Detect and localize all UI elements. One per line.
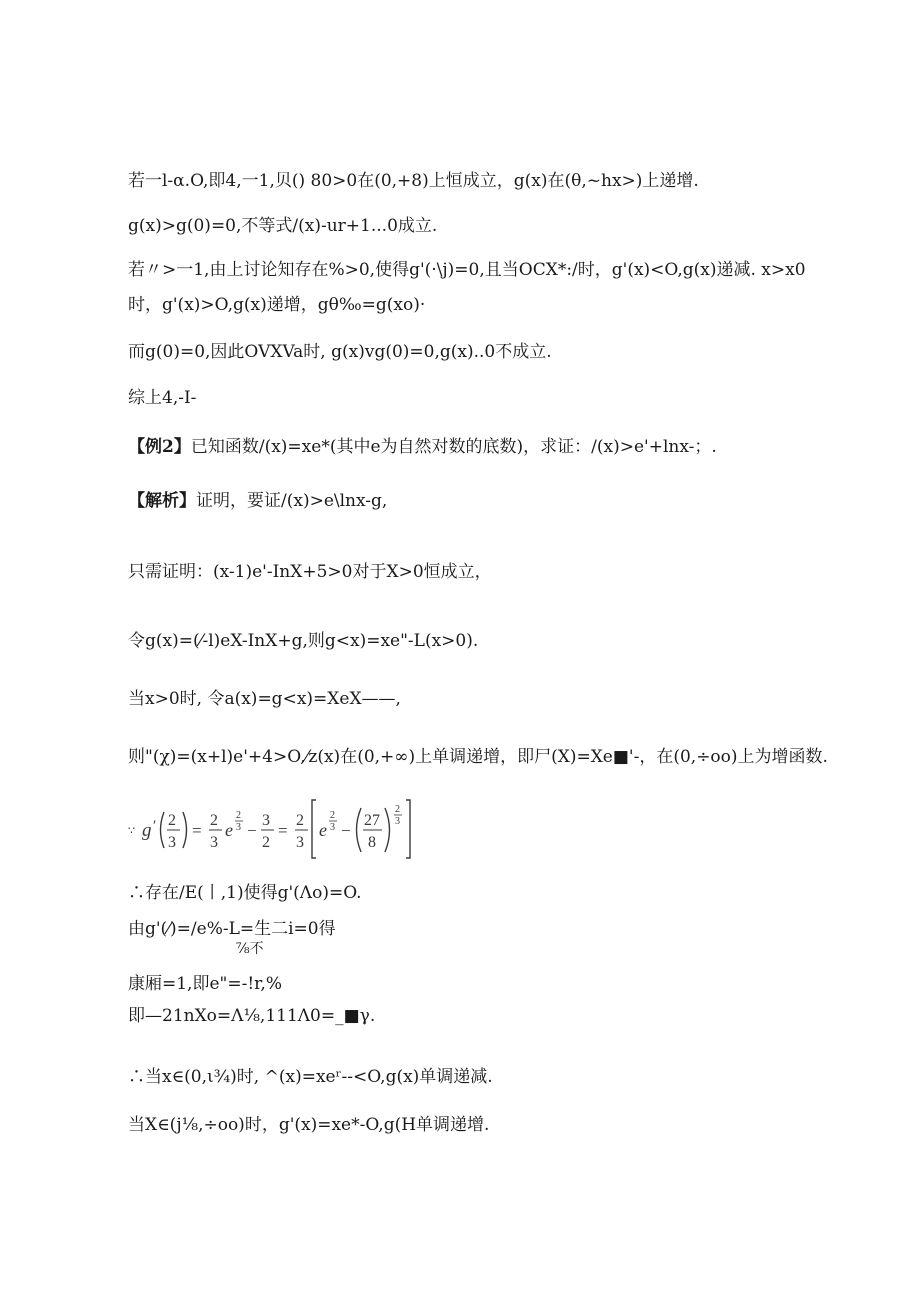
formula-right-paren bbox=[183, 812, 187, 848]
analysis-text: 证明，要证/(x)>e\lnx-g, bbox=[196, 491, 388, 511]
text-line: 康厢=1,即e"=-!r,% bbox=[128, 974, 282, 994]
formula-right-paren bbox=[385, 808, 390, 852]
subscript-text: ⅞不 bbox=[236, 941, 264, 957]
formula-left-paren bbox=[161, 812, 165, 848]
text-line: g(x)>g(0)=0,不等式/(x)-ur+1...0成立. bbox=[128, 216, 438, 236]
formula-den: 3 bbox=[168, 834, 176, 851]
step-line: 当x>0时, 令a(x)=g<x)=XeX——, bbox=[128, 689, 401, 709]
formula-prime: ′ bbox=[153, 818, 157, 834]
derivative-formula-image bbox=[126, 796, 416, 862]
formula-den: 8 bbox=[368, 834, 376, 851]
formula-because-sign: ∵ bbox=[128, 825, 135, 837]
text-line: 时，g'(x)>O,g(x)递增，gθ‰=g(xo)· bbox=[128, 295, 426, 315]
formula-den: 2 bbox=[262, 834, 270, 851]
formula-minus: − bbox=[341, 821, 351, 840]
formula-equals: = bbox=[278, 821, 288, 840]
step-line: 只需证明：(x-1)e'-InX+5>0对于X>0恒成立， bbox=[128, 562, 492, 582]
example-tag: 【例2】 bbox=[128, 437, 191, 457]
formula-minus: − bbox=[247, 821, 257, 840]
text-line: 若〃>一1,由上讨论知存在%>0,使得g'(·\j)=0,且当OCX*:/时，g'(x)<O,g(x)递减. x>x0 bbox=[128, 260, 806, 280]
formula-e: e bbox=[225, 820, 233, 840]
formula-num: 3 bbox=[262, 812, 270, 829]
formula-exp-den: 3 bbox=[330, 822, 335, 833]
text-line: ∴当x∈(0,ι¾)时, ^(x)=xeʳ--<O,g(x)单调递减. bbox=[128, 1067, 493, 1087]
formula-exp-num: 2 bbox=[236, 810, 241, 821]
step-line: 令g(x)=(⁄-l)eX-InX+g,则g<x)=xe"-L(x>0). bbox=[128, 631, 479, 651]
formula-exp-num: 2 bbox=[395, 804, 400, 815]
text-line: ∴存在/E(丨,1)使得g'(Λo)=O. bbox=[128, 883, 362, 903]
text-line: 即—21nXo=Λ⅛,111Λ0=_■γ. bbox=[128, 1006, 376, 1026]
analysis-tag: 【解析】 bbox=[128, 491, 196, 511]
text-line: 若一l-α.O,即4,一1,贝() 80>0在(0,+8)上恒成立，g(x)在(θ,~hx>)上递增. bbox=[128, 171, 699, 191]
example-text: 已知函数/(x)=xe*(其中e为自然对数的底数)，求证：/(x)>e'+lnx-；. bbox=[190, 437, 717, 457]
formula-num: 2 bbox=[168, 812, 176, 829]
formula-num: 27 bbox=[364, 812, 380, 829]
formula-exp-den: 3 bbox=[395, 816, 400, 827]
formula-right-bracket bbox=[406, 800, 410, 858]
step-line: 则"(χ)=(x+l)e'+4>O,⁄z(x)在(0,+∞)上单调递增，即尸(X)=Xe■'-，在(0,÷oo)上为增函数. bbox=[128, 747, 828, 767]
formula-den: 3 bbox=[210, 834, 218, 851]
text-line: 综上4,-I- bbox=[128, 388, 197, 408]
formula-num: 2 bbox=[296, 812, 304, 829]
formula-equals: = bbox=[192, 821, 202, 840]
formula-num: 2 bbox=[210, 812, 218, 829]
formula-exp-num: 2 bbox=[330, 810, 335, 821]
analysis-line bbox=[128, 490, 387, 512]
formula-den: 3 bbox=[296, 834, 304, 851]
formula-g: g bbox=[142, 820, 152, 841]
formula-left-bracket bbox=[312, 800, 316, 858]
text-line: 当X∈(j⅛,÷oo)时，g'(x)=xe*-O,g(H单调递增. bbox=[128, 1115, 490, 1135]
text-line: 而g(0)=0,因此OVXVa时, g(x)vg(0)=0,g(x)..0不成立. bbox=[128, 342, 552, 362]
formula-left-paren bbox=[357, 808, 362, 852]
formula-e: e bbox=[319, 820, 327, 840]
text-line: 由g'(⁄)=∕e%-L=生二i=0得 bbox=[128, 919, 336, 939]
example-2 bbox=[128, 436, 717, 458]
formula-exp-den: 3 bbox=[236, 822, 241, 833]
